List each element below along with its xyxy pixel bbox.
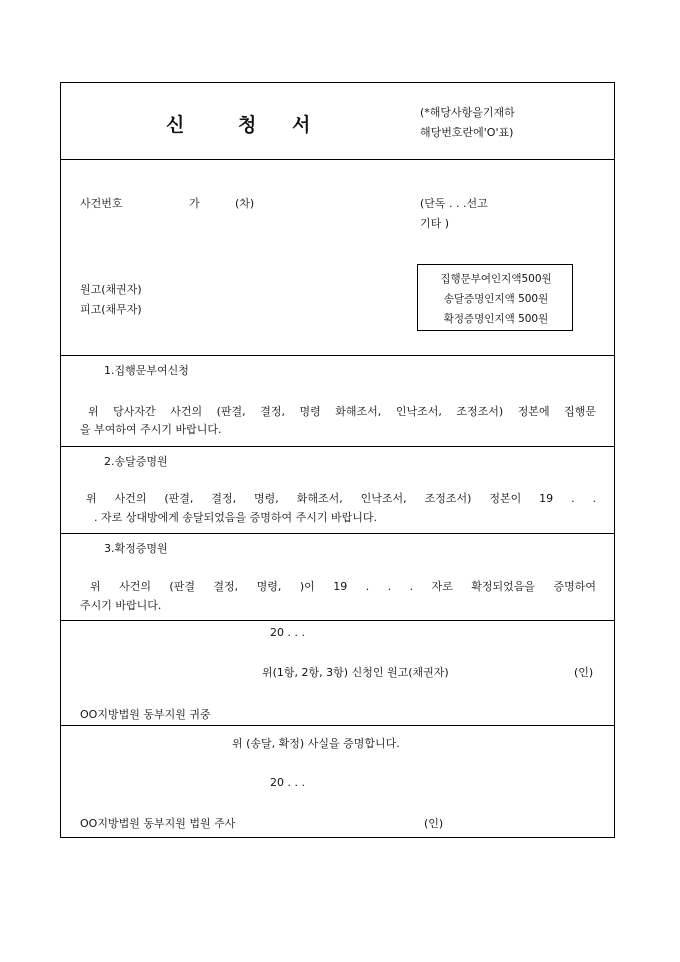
section3-line1: 위 사건의 (판결 결정, 명령, )이 19 . . . 자로 확정되었음을 증명하여: [90, 580, 596, 593]
case-single-line2: 기타 ): [420, 217, 450, 230]
applicant-court: OO지방법원 동부지원 귀중: [80, 708, 211, 721]
fee-service-proof: 송달증명인지액 500원: [443, 293, 549, 305]
defendant-label: 피고(채무자): [80, 303, 142, 316]
applicant-date: 20 . . .: [270, 626, 305, 639]
divider-header: [60, 159, 615, 160]
title-char-1: 신: [166, 114, 185, 136]
certification-date: 20 . . .: [270, 776, 305, 789]
certification-seal: (인): [424, 817, 444, 830]
divider-section2: [60, 533, 615, 534]
certification-statement: 위 (송달, 확정) 사실을 증명합니다.: [232, 737, 400, 750]
case-cha: (차): [235, 197, 255, 210]
section2-heading: 2.송달증명원: [104, 455, 168, 468]
divider-case-info: [60, 355, 615, 356]
case-ga: 가: [189, 197, 200, 210]
header-note-line2: 해당번호란에'O'표): [420, 126, 514, 139]
section2-line1: 위 사건의 (판결, 결정, 명령, 화해조서, 인낙조서, 조정조서) 정본이 19 . .: [86, 492, 596, 505]
divider-section1: [60, 446, 615, 447]
title-char-2: 청: [238, 114, 257, 136]
section1-line2: 을 부여하여 주시기 바랍니다.: [80, 423, 222, 436]
title-char-3: 서: [292, 114, 311, 136]
case-number-label: 사건번호: [80, 197, 123, 210]
header-note-line1: (*해당사항을기재하: [420, 106, 515, 119]
section3-heading: 3.확정증명원: [104, 542, 168, 555]
plaintiff-label: 원고(채권자): [80, 283, 142, 296]
section2-line2: . 자로 상대방에게 송달되었음을 증명하여 주시기 바랍니다.: [94, 511, 377, 524]
section1-heading: 1.집행문부여신청: [104, 364, 189, 377]
fee-issuance: 집행문부여인지액500원: [440, 273, 552, 285]
certification-court: OO지방법원 동부지원 법원 주사: [80, 817, 236, 830]
divider-section3: [60, 620, 615, 621]
section3-line2: 주시기 바랍니다.: [80, 599, 162, 612]
applicant-line: 위(1항, 2항, 3항) 신청인 원고(채권자): [262, 666, 449, 679]
case-single-line1: (단독 . . .선고: [420, 197, 488, 210]
section1-line1: 위 당사자간 사건의 (판결, 결정, 명령 화해조서, 인낙조서, 조정조서) 정본에 집행문: [88, 405, 596, 418]
fee-finality-proof: 확정증명인지액 500원: [443, 313, 549, 325]
applicant-seal: (인): [574, 666, 594, 679]
divider-applicant: [60, 725, 615, 726]
stamp-fee-box: [417, 264, 573, 331]
